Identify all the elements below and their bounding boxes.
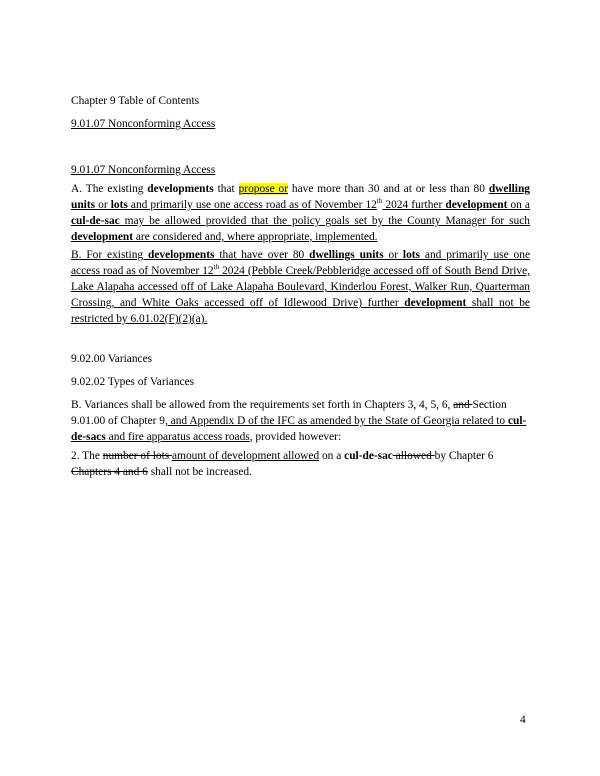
variances-paragraph-b xyxy=(71,397,530,445)
var-b-text: B. Variances shall be allowed from the requirements set forth in Chapters 3, 4, 5, 6, xyxy=(71,399,454,411)
var-b-text: , provided however: xyxy=(249,431,342,443)
deleted-text: and xyxy=(453,399,473,411)
para-a-text: and primarily use one access road as of November 12 xyxy=(127,199,377,211)
variances-heading: 9.02.00 Variances xyxy=(71,353,153,365)
section-heading: 9.01.07 Nonconforming Access xyxy=(71,164,216,176)
deleted-text: Chapters 4 and 6 xyxy=(71,466,148,478)
deleted-text: allowed xyxy=(392,450,435,462)
inserted-text: amount of development allowed xyxy=(172,450,320,462)
para-a-term: development xyxy=(71,231,134,243)
para-b-text: that have over 80 xyxy=(214,249,310,261)
item-2-text: shall not be increased. xyxy=(147,466,252,478)
variances-item-2 xyxy=(71,448,530,480)
para-b-text: or xyxy=(383,249,403,261)
para-a-term: development xyxy=(445,199,508,211)
para-b-term: dwellings units xyxy=(309,249,384,261)
para-a-text: are considered and, where appropriate, implemented. xyxy=(133,231,378,243)
para-a-text: 2024 further xyxy=(382,199,446,211)
inserted-text: , and Appendix D of the IFC as amended by the State of Georgia related to xyxy=(164,415,508,427)
highlighted-insertion: propose or xyxy=(238,183,289,195)
para-a-text: or xyxy=(95,199,111,211)
para-b-term: developments xyxy=(148,249,215,261)
para-b-text: 2024 (Pebble Creek/Pebbleridge accessed off of South Bend Drive, Lake Alapaha accessed off of Lake Alapaha Boulevard, Kinderlou Forest, Walker Run, Quarterman Crossing, and White Oaks accessed off of Idlewood Drive) further xyxy=(71,265,530,309)
var-b-term: cul-de-sacs xyxy=(71,415,527,443)
var-b-text: Section 9.01.00 of Chapter 9 xyxy=(71,399,507,427)
superscript: th xyxy=(213,263,220,272)
para-a-text: A. The existing xyxy=(71,183,148,195)
item-2-text: 2. The xyxy=(71,450,103,462)
para-a-text: have more than 30 and at or less than 80 xyxy=(288,183,489,195)
toc-title: Chapter 9 Table of Contents xyxy=(71,95,200,107)
item-2-term: cul-de-sac xyxy=(344,450,393,462)
para-a-text: that xyxy=(213,183,239,195)
para-b-text: B. For existing xyxy=(71,249,148,261)
page-number: 4 xyxy=(520,714,526,726)
para-b-term: lots xyxy=(402,249,420,261)
para-a-term: lots xyxy=(110,199,128,211)
variances-subheading: 9.02.02 Types of Variances xyxy=(71,376,195,388)
para-a-text: may be allowed provided that the policy goals set by the County Manager for such xyxy=(119,215,530,227)
para-b-term: development xyxy=(404,297,467,309)
para-a-text: on a xyxy=(507,199,530,211)
superscript: th xyxy=(376,197,383,206)
inserted-text: and fire apparatus access roads xyxy=(105,431,250,443)
para-b-text: shall not be restricted by 6.01.02(F)(2)(a). xyxy=(71,297,530,325)
paragraph-a xyxy=(71,181,530,245)
para-b-text: and primarily use one access road as of November 12 xyxy=(71,249,531,277)
paragraph-b xyxy=(71,247,530,327)
toc-entry[interactable]: 9.01.07 Nonconforming Access xyxy=(71,118,216,130)
item-2-text: by Chapter 6 xyxy=(434,450,494,462)
deleted-text: number of lots xyxy=(102,450,173,462)
para-a-term: developments xyxy=(147,183,214,195)
para-a-term: cul-de-sac xyxy=(71,215,120,227)
item-2-text: on a xyxy=(319,450,345,462)
para-a-term: dwelling units xyxy=(71,183,530,211)
